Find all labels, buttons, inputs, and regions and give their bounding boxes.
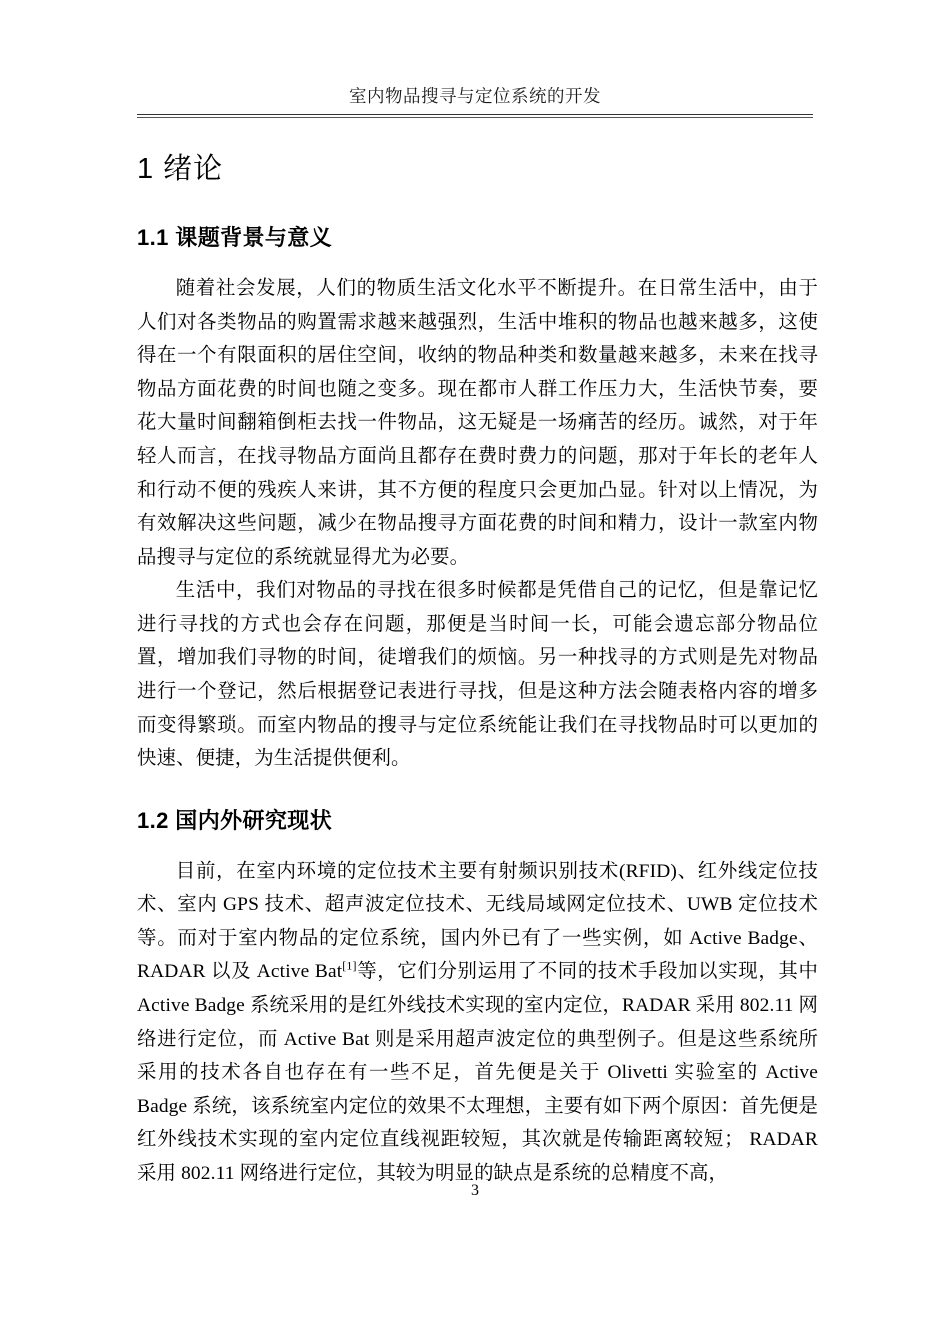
running-header-title: 室内物品搜寻与定位系统的开发 xyxy=(349,86,601,106)
section-heading-1-1: 1.1 课题背景与意义 xyxy=(137,225,333,251)
paragraph-1-2-a-text: 目前，在室内环境的定位技术主要有射频识别技术(RFID)、红外线定位技术、室内 GPS 技术、超声波定位技术、无线局域网定位技术、UWB 定位技术等。而对于室内物品的定位系统，国内外已有了一些实例，如 Active Badge、RADAR 以及 Active Bat xyxy=(137,860,818,983)
running-header xyxy=(137,86,813,118)
paragraph-1-2-a xyxy=(137,843,818,1191)
paragraph-1-1-a: 随着社会发展，人们的物质生活文化水平不断提升。在日常生活中，由于人们对各类物品的购置需求越来越强烈，生活中堆积的物品也越来越多，这使得在一个有限面积的居住空间，收纳的物品种类和数量越来越多，未来在找寻物品方面花费的时间也随之变多。现在都市人群工作压力大，生活快节奏，要花大量时间翻箱倒柜去找一件物品，这无疑是一场痛苦的经历。诚然，对于年轻人而言，在找寻物品方面尚且都存在费时费力的问题，那对于年长的老年人和行动不便的残疾人来讲，其不方便的程度只会更加凸显。针对以上情况，为有效解决这些问题，减少在物品搜寻方面花费的时间和精力，设计一款室内物品搜寻与定位的系统就显得尤为必要。 xyxy=(137,277,818,568)
citation-marker: [1] xyxy=(342,958,357,973)
page-footer xyxy=(0,1182,950,1200)
document-body xyxy=(137,130,818,1191)
paragraph-1-1-b: 生活中，我们对物品的寻找在很多时候都是凭借自己的记忆，但是靠记忆进行寻找的方式也会存在问题，那便是当时间一长，可能会遗忘部分物品位置，增加我们寻物的时间，徒增我们的烦恼。另一种找寻的方式则是先对物品进行一个登记，然后根据登记表进行寻找，但是这种方法会随表格内容的增多而变得繁琐。而室内物品的搜寻与定位系统能让我们在寻找物品时可以更加的快速、便捷，为生活提供便利。 xyxy=(137,580,818,770)
page-number: 3 xyxy=(471,1182,479,1199)
chapter-heading: 1 绪论 xyxy=(137,153,224,185)
paragraph-1-2-a-continuation: 等，它们分别运用了不同的技术手段加以实现，其中 Active Badge 系统采用的是红外线技术实现的室内定位，RADAR 采用 802.11 网络进行定位，而 Active Bat 则是采用超声波定位的典型例子。但是这些系统所采用的技术各自也存在有一些不足，首先便是关于 Olivetti 实验室的 Active Badge 系统，该系统室内定位的效果不太理想，主要有如下两个原因：首先便是红外线技术实现的室内定位直线视距较短，其次就是传输距离较短； RADAR 采用 802.11 网络进行定位，其较为明显的缺点是系统的总精度不高， xyxy=(137,961,818,1184)
header-divider xyxy=(137,114,813,118)
section-heading-1-2: 1.2 国内外研究现状 xyxy=(137,807,333,833)
